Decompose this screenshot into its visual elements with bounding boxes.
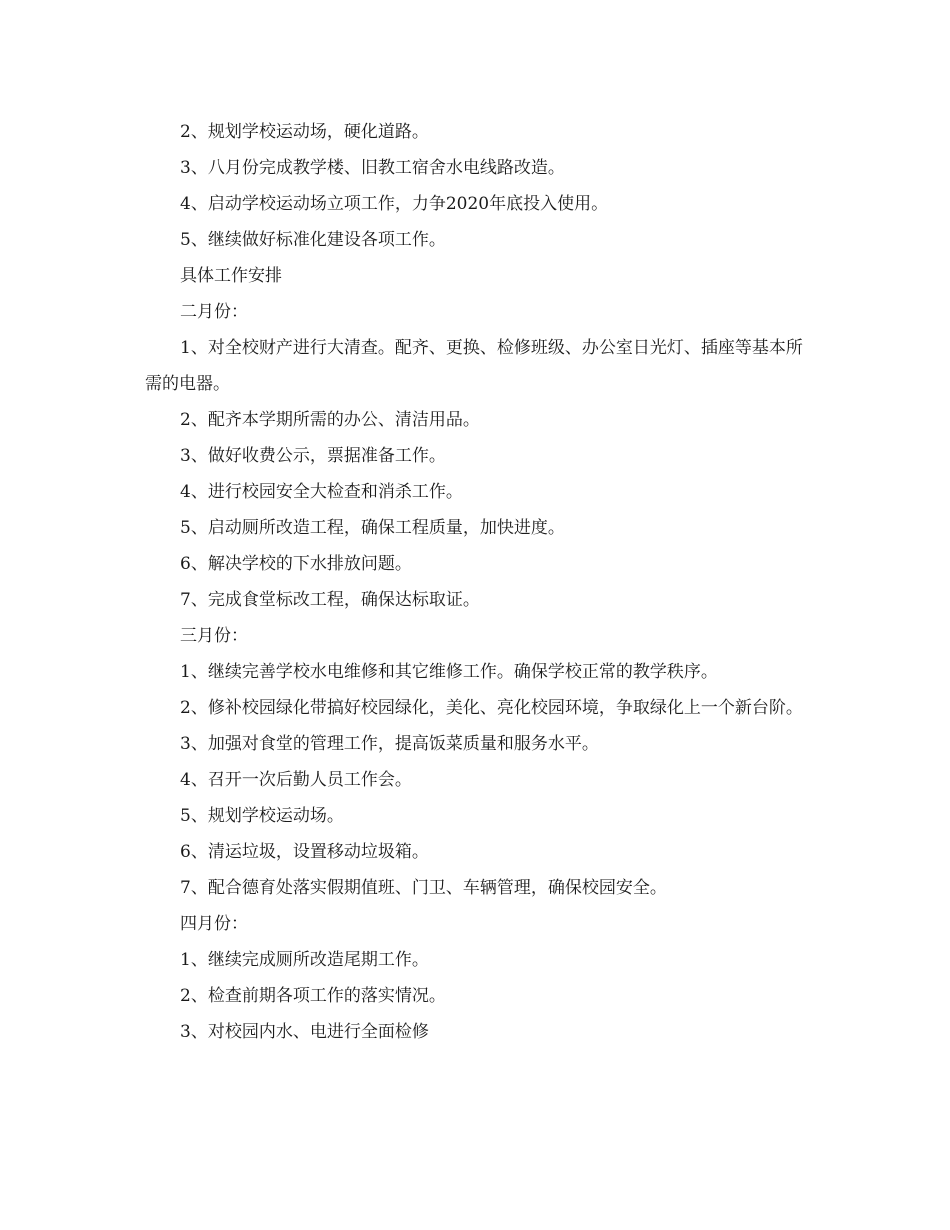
document-body: [145, 114, 810, 1050]
paragraph: 6、清运垃圾，设置移动垃圾箱。: [180, 842, 429, 862]
month-heading-february: 二月份：: [180, 302, 248, 322]
month-heading-april: 四月份：: [180, 914, 248, 934]
paragraph: 2、配齐本学期所需的办公、清洁用品。: [180, 410, 480, 430]
paragraph: 5、继续做好标准化建设各项工作。: [180, 230, 446, 250]
paragraph: 4、进行校园安全大检查和消杀工作。: [180, 482, 463, 502]
paragraph: 1、对全校财产进行大清查。配齐、更换、检修班级、办公室日光灯、插座等基本所需的电器。: [145, 338, 803, 394]
paragraph: 1、继续完善学校水电维修和其它维修工作。确保学校正常的教学秩序。: [180, 662, 718, 682]
paragraph: 1、继续完成厕所改造尾期工作。: [180, 950, 429, 970]
paragraph: 2、规划学校运动场，硬化道路。: [180, 122, 429, 142]
paragraph: 5、启动厕所改造工程，确保工程质量，加快进度。: [180, 518, 565, 538]
section-heading: 具体工作安排: [180, 266, 282, 286]
paragraph: 2、检查前期各项工作的落实情况。: [180, 986, 446, 1006]
paragraph: 4、启动学校运动场立项工作，力争2020年底投入使用。: [180, 194, 609, 214]
paragraph: 7、完成食堂标改工程，确保达标取证。: [180, 590, 480, 610]
paragraph: 3、做好收费公示，票据准备工作。: [180, 446, 446, 466]
paragraph: 2、修补校园绿化带搞好校园绿化，美化、亮化校园环境，争取绿化上一个新台阶。: [180, 698, 803, 718]
paragraph: 4、召开一次后勤人员工作会。: [180, 770, 412, 790]
paragraph: 3、加强对食堂的管理工作，提高饭菜质量和服务水平。: [180, 734, 599, 754]
paragraph: 3、八月份完成教学楼、旧教工宿舍水电线路改造。: [180, 158, 565, 178]
paragraph: 7、配合德育处落实假期值班、门卫、车辆管理，确保校园安全。: [180, 878, 667, 898]
paragraph: 5、规划学校运动场。: [180, 806, 344, 826]
month-heading-march: 三月份：: [180, 626, 248, 646]
paragraph: 6、解决学校的下水排放问题。: [180, 554, 412, 574]
paragraph: 3、对校园内水、电进行全面检修: [180, 1022, 429, 1042]
